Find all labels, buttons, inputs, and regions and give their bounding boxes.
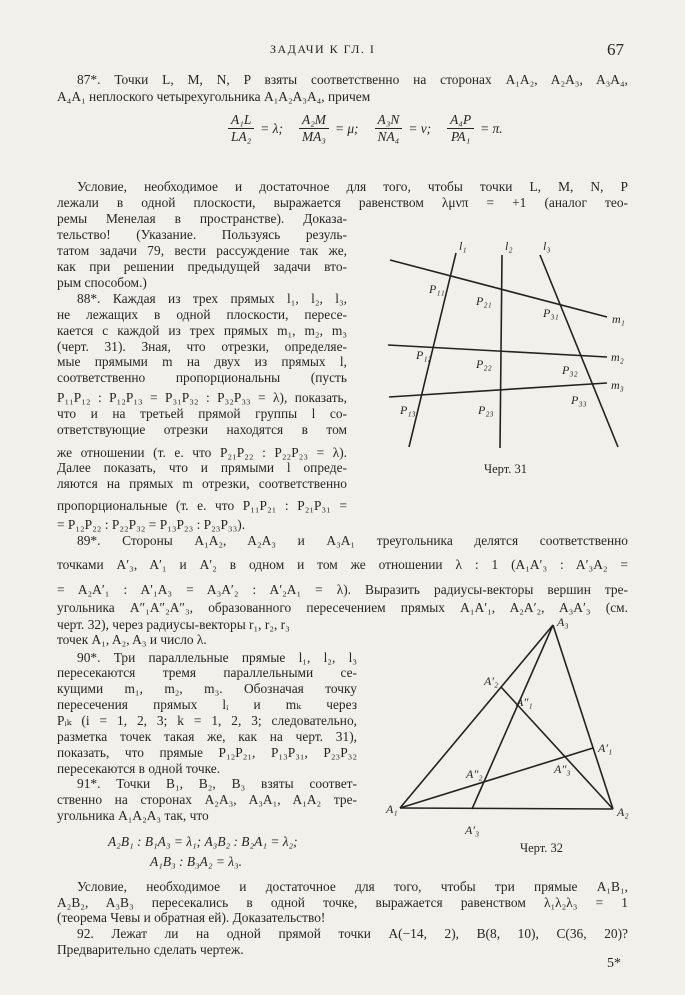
figure-label: A₁ [386, 802, 398, 816]
text-line: лежали в одной плоскости, выражается равенством λμνπ = +1 (аналог тео- [57, 195, 628, 210]
cevian-a3 [472, 625, 553, 809]
text-line: 88*. Каждая из трех прямых l₁, l₂, l₃, [77, 291, 347, 306]
figure-label: P₂₁ [476, 294, 492, 308]
page-number: 67 [607, 40, 624, 59]
figure-label: l₁ [459, 239, 467, 253]
text-line: татом задачи 79, вести рассуждение так же, [57, 243, 347, 258]
text-line: 87*. Точки L, M, N, P взяты соответственно на сторонах A₁A₂, A₂A₃, A₃A₄, [77, 72, 628, 87]
text-line: угольника A″₁A″₂A″₃, образованного пересечением прямых A₁A′₁, A₂A′₂, A₃A′₃ (см. [57, 600, 628, 615]
text-line: рым способом.) [57, 275, 147, 290]
figure-31 [388, 239, 625, 476]
text-line: разметка точек такая же, как на черт. 31), [57, 729, 357, 744]
text-line: пересечения прямых lᵢ и mₖ через [57, 697, 357, 712]
text-line: P₁₁P₁₂ : P₁₂P₁₃ = P₃₁P₃₂ : P₃₂P₃₃ = λ), показать, [57, 390, 347, 405]
signature-mark: 5* [607, 956, 621, 971]
text-line: соответственно пропорциональны (пусть [57, 370, 347, 385]
text-line: точками A′₃, A′₁ и A′₂ в одном и том же отношении λ : 1 (A₁A′₃ : A′₃A₂ = [57, 557, 628, 572]
figure-label: P₃₃ [571, 393, 587, 407]
text-line: черт. 32), через радиусы-векторы r₁, r₂, r₃ [57, 617, 290, 632]
text-line: 89*. Стороны A₁A₂, A₂A₃ и A₃A₁ треугольника делятся соответственно [77, 533, 628, 548]
figure-label: A″₁ [516, 695, 533, 709]
text-line: кается с каждой из трех прямых m₁, m₂, m₃ [57, 323, 347, 338]
fraction-value: = ν; [408, 120, 432, 136]
text-line: угольника A₁A₂A₃ так, что [57, 808, 209, 823]
text-line: ответствующие отрезки находятся в том [57, 422, 347, 437]
denominator: LA₂ [231, 129, 252, 144]
denominator: MA₃ [301, 129, 326, 144]
text-line: как при решении предыдущей задачи вто- [57, 259, 347, 274]
figure-label: A′₁ [598, 741, 613, 755]
figure-label: A₃ [557, 615, 569, 629]
text-line: ственно на сторонах A₂A₃, A₃A₁, A₁A₂ тре- [57, 792, 357, 807]
figure-label: P₃₂ [562, 363, 578, 377]
numerator: A₁L [228, 112, 254, 129]
text-line: показать, что прямые P₁₂P₂₁, P₁₃P₃₁, P₂₃P₃₂ [57, 745, 357, 760]
side-a2-a3 [553, 625, 613, 809]
text-line: пересекаются тремя параллельными се- [57, 665, 357, 680]
figure-label: P₂₂ [476, 357, 492, 371]
text-line: Предварительно сделать чертеж. [57, 942, 244, 957]
figure-label: A″₂ [466, 767, 483, 781]
text-line: 91*. Точки B₁, B₂, B₃ взяты соответ- [77, 776, 357, 791]
text-line: мые прямыми m на двух из прямых l, [57, 354, 347, 369]
text-line: A₁B₃ : B₃A₂ = λ₃. [150, 854, 243, 869]
numerator: A₃N [375, 112, 403, 129]
figure-label: A′₃ [465, 823, 480, 837]
figure-label: m₂ [611, 350, 624, 364]
text-line: тельство! (Указание. Пользуясь резуль- [57, 227, 347, 242]
figure-31-caption: Черт. 31 [484, 462, 528, 476]
line-m1 [390, 260, 607, 317]
text-line: Условие, необходимое и достаточное для того, чтобы три прямые A₁B₁, [77, 879, 628, 894]
line-l3 [540, 255, 618, 447]
figure-label: l₃ [543, 239, 551, 253]
figure-label: m₃ [611, 378, 624, 392]
side-a1-a2 [400, 808, 613, 809]
numerator: A₂M [299, 112, 329, 129]
fraction-value: = λ; [260, 120, 283, 136]
figure-label: A₂ [617, 805, 629, 819]
figure-32-caption: Черт. 32 [520, 841, 564, 855]
figure-label: P₁₃ [400, 403, 416, 417]
figure-label: P₁₁ [429, 282, 445, 296]
text-line: = P₁₂P₂₂ : P₂₂P₃₂ = P₁₃P₂₃ : P₂₃P₃₃). [57, 517, 246, 532]
text-line: ремы Менелая в пространстве). Доказа- [57, 211, 347, 226]
figure-label: P₂₃ [478, 403, 494, 417]
text-line: A₄A₁ неплоского четырехугольника A₁A₂A₃A₄, причем [57, 89, 371, 104]
figure-label: A″₃ [554, 762, 571, 776]
text-line: Pᵢₖ (i = 1, 2, 3; k = 1, 2, 3; следовательно, [57, 713, 357, 728]
text-line: Условие, необходимое и достаточное для того, чтобы точки L, M, N, P [77, 179, 628, 194]
numerator: A₄P [447, 112, 474, 129]
fraction-value: = μ; [334, 120, 359, 136]
text-line: = A₂A′₁ : A′₁A₃ = A₃A′₂ : A′₂A₁ = λ). Выразить радиусы-векторы вершин тре- [57, 582, 628, 597]
figure-label: l₂ [505, 239, 513, 253]
text-line: же отношении (т. е. что P₂₁P₂₂ : P₂₂P₂₃ = λ). [57, 445, 347, 460]
denominator: NA₄ [377, 129, 400, 144]
cevian-a1 [400, 748, 593, 808]
text-line: (теорема Чевы и обратная ей). Доказательство! [57, 910, 326, 925]
running-title: ЗАДАЧИ К ГЛ. I [270, 42, 376, 56]
figure-label: P₁₂ [416, 348, 432, 362]
denominator: PA₁ [450, 129, 471, 144]
text-line: не лежащих в одной плоскости, пересе- [57, 307, 347, 322]
text-line: Далее показать, что и прямыми l опреде- [57, 460, 347, 475]
text-line: 92. Лежат ли на одной прямой точки A(−14, 2), B(8, 10), C(36, 20)? [77, 926, 628, 941]
text-line: что и на третьей прямой группы l со- [57, 406, 347, 421]
figure-label: A′₂ [484, 674, 499, 688]
text-line: A₂B₁ : B₁A₃ = λ₁; A₃B₂ : B₂A₁ = λ₂; [108, 834, 298, 849]
text-line: ляются на прямых m отрезки, соответственно [57, 476, 347, 491]
text-line: (черт. 31). Зная, что отрезки, определяе- [57, 339, 347, 354]
text-line: пересекаются в одной точке. [57, 761, 221, 776]
text-line: точек A₁, A₂, A₃ и число λ. [57, 632, 207, 647]
figure-label: P₃₁ [543, 306, 559, 320]
fraction-value: = π. [480, 120, 503, 136]
text-line: пропорциональные (т. е. что P₁₁P₂₁ : P₂₁P₃₁ = [57, 498, 347, 513]
text-line: кущими m₁, m₂, m₃. Обозначая точку [57, 681, 357, 696]
text-line: A₂B₂, A₃B₃ пересекались в одной точке, выражается равенством λ₁λ₂λ₃ = 1 [57, 895, 628, 910]
figure-32 [385, 615, 629, 855]
figure-label: m₁ [612, 312, 625, 326]
text-line: 90*. Три параллельные прямые l₁, l₂, l₃ [77, 650, 357, 665]
